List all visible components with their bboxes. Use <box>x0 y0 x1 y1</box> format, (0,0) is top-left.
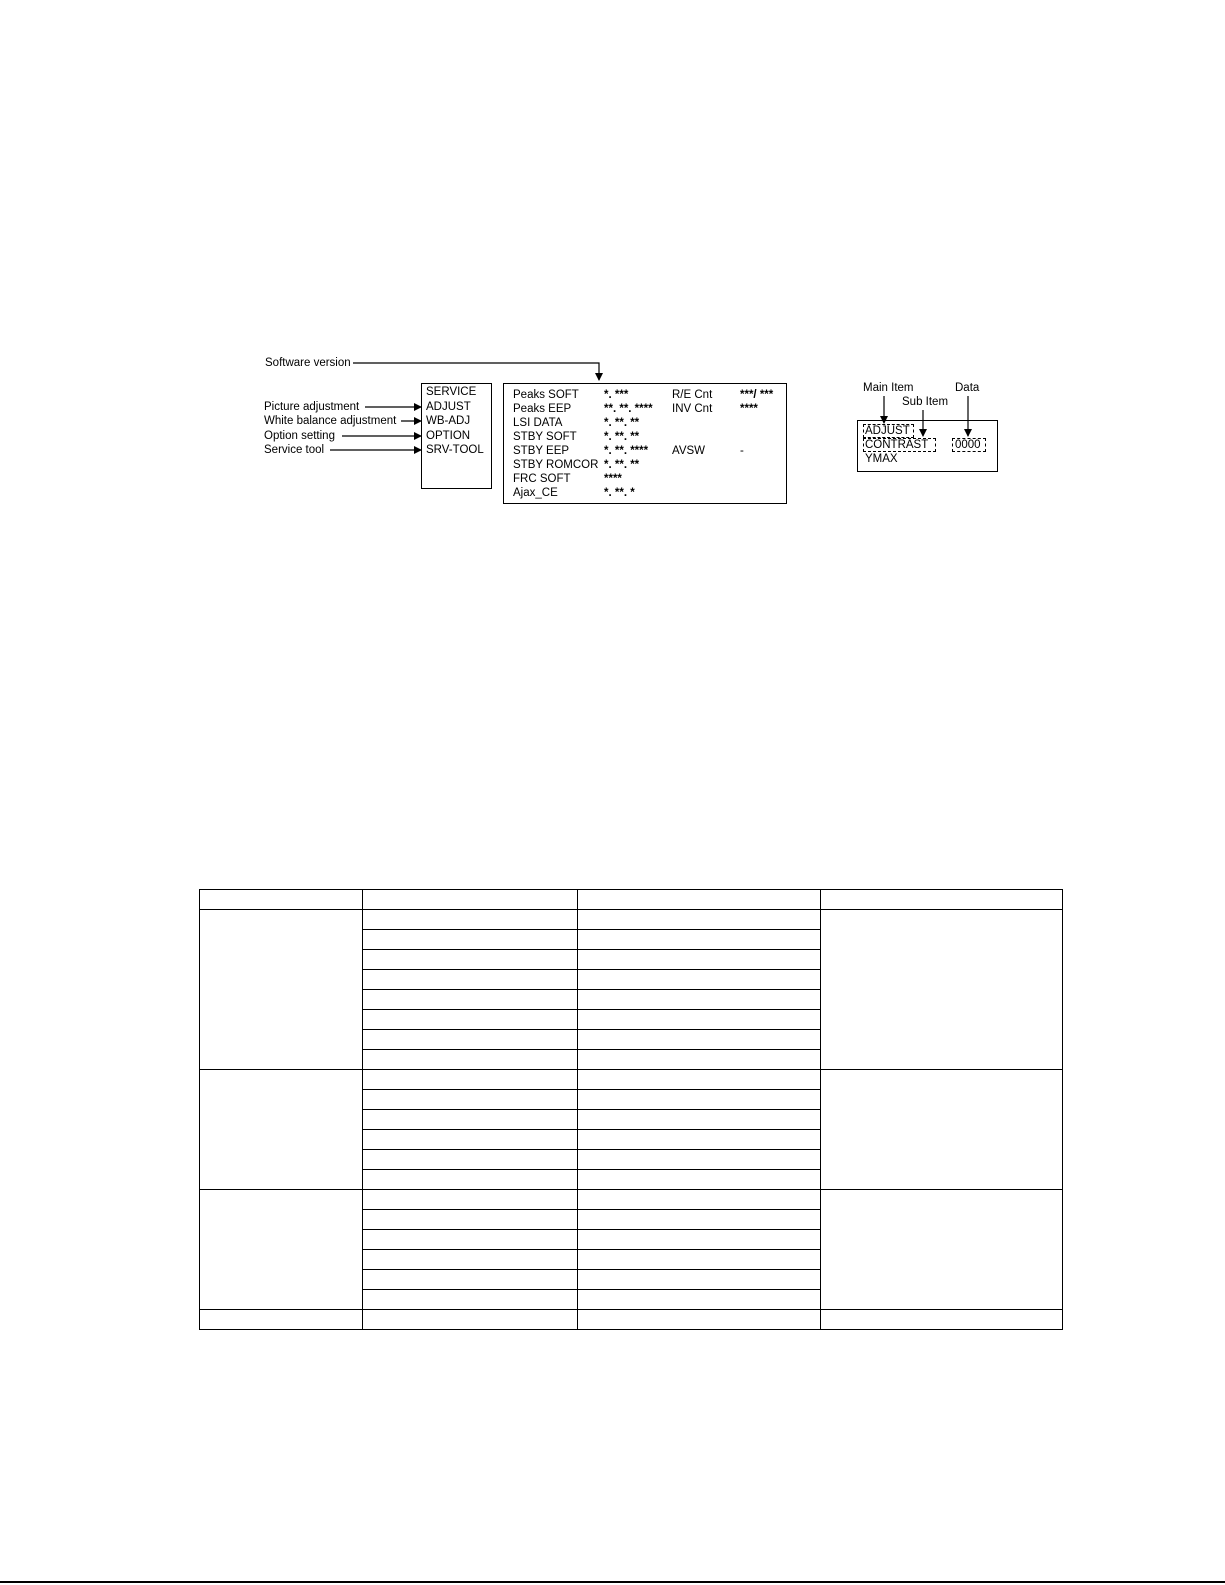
table-cell <box>578 930 821 950</box>
menu-item-adjust: ADJUST <box>426 401 471 413</box>
service-tool-label: Service tool <box>264 444 325 456</box>
menu-item-option: OPTION <box>426 430 471 442</box>
row-label-frc-soft: FRC SOFT <box>513 473 571 485</box>
table-cell <box>363 1150 578 1170</box>
table-group-remark-cell <box>821 910 1063 1070</box>
table-cell <box>578 1050 821 1070</box>
table-cell <box>578 1150 821 1170</box>
row-label-stby-romcor: STBY ROMCOR <box>513 459 599 471</box>
sub-item-caption: Sub Item <box>902 396 949 408</box>
extra-value-avsw: - <box>740 445 744 457</box>
table-cell <box>363 910 578 930</box>
menu-item-srv-tool: SRV-TOOL <box>426 444 484 456</box>
table-cell <box>200 1310 363 1330</box>
table-cell <box>578 1010 821 1030</box>
table-cell <box>363 1130 578 1150</box>
screen-data-value: 0000 <box>955 439 981 451</box>
row-value-ajax-ce: *. **. * <box>604 487 635 499</box>
row-label-stby-eep: STBY EEP <box>513 445 570 457</box>
table-cell <box>578 970 821 990</box>
table-cell <box>578 1130 821 1150</box>
table-cell <box>578 1210 821 1230</box>
service-menu-box <box>421 383 492 489</box>
table-cell <box>578 990 821 1010</box>
table-cell <box>363 1170 578 1190</box>
table-cell <box>578 1270 821 1290</box>
table-group-remark-cell <box>821 1070 1063 1190</box>
table-cell <box>363 1070 578 1090</box>
table-cell <box>363 930 578 950</box>
table-cell <box>363 1250 578 1270</box>
row-label-stby-soft: STBY SOFT <box>513 431 577 443</box>
table-header-row <box>200 890 1063 910</box>
table-cell <box>363 1050 578 1070</box>
table-cell <box>578 1090 821 1110</box>
table-header-cell <box>821 890 1063 910</box>
option-setting-label: Option setting <box>264 430 335 442</box>
table-cell <box>363 1210 578 1230</box>
extra-value-inv-cnt: **** <box>740 403 758 415</box>
main-item-caption: Main Item <box>863 382 914 394</box>
row-value-peaks-soft: *. *** <box>604 389 629 401</box>
extra-label-inv-cnt: INV Cnt <box>672 403 713 415</box>
table-cell <box>578 1190 821 1210</box>
table-cell <box>578 1070 821 1090</box>
screen-next-item: YMAX <box>865 453 898 465</box>
row-value-stby-romcor: *. **. ** <box>604 459 640 471</box>
table-cell <box>578 1250 821 1270</box>
table-header-cell <box>200 890 363 910</box>
extra-value-re-cnt: ***/ *** <box>740 389 774 401</box>
table-cell <box>821 1310 1063 1330</box>
extra-label-avsw: AVSW <box>672 445 706 457</box>
table-cell <box>363 970 578 990</box>
row-value-stby-soft: *. **. ** <box>604 431 640 443</box>
version-info-box <box>503 383 787 504</box>
screen-example-box <box>857 420 998 472</box>
data-caption: Data <box>955 382 980 394</box>
row-value-lsi-data: *. **. ** <box>604 417 640 429</box>
table-cell <box>363 990 578 1010</box>
row-label-lsi-data: LSI DATA <box>513 417 563 429</box>
table-group-cell <box>200 1190 363 1310</box>
table-row <box>200 1070 1063 1090</box>
table-cell <box>363 1010 578 1030</box>
menu-item-service: SERVICE <box>426 386 477 398</box>
table-cell <box>363 1090 578 1110</box>
table-cell <box>363 950 578 970</box>
table-cell <box>578 1290 821 1310</box>
table-cell <box>363 1310 578 1330</box>
row-value-stby-eep: *. **. **** <box>604 445 649 457</box>
menu-item-wb-adj: WB-ADJ <box>426 415 471 427</box>
table-header-cell <box>578 890 821 910</box>
table-cell <box>363 1030 578 1050</box>
page-footer-rule <box>0 1581 1225 1583</box>
table-cell <box>578 1110 821 1130</box>
table-cell <box>363 1110 578 1130</box>
table-cell <box>578 1310 821 1330</box>
software-version-label: Software version <box>265 357 351 369</box>
row-label-ajax-ce: Ajax_CE <box>513 487 558 499</box>
screen-sub-item: CONTRAST <box>865 439 929 451</box>
table-cell <box>578 950 821 970</box>
table-cell <box>578 910 821 930</box>
picture-adjustment-label: Picture adjustment <box>264 401 360 413</box>
table-cell <box>363 1230 578 1250</box>
extra-label-re-cnt: R/E Cnt <box>672 389 713 401</box>
table-row <box>200 1190 1063 1210</box>
white-balance-label: White balance adjustment <box>264 415 397 427</box>
table-cell <box>578 1230 821 1250</box>
table-group-cell <box>200 910 363 1070</box>
table-cell <box>578 1030 821 1050</box>
table-group-remark-cell <box>821 1190 1063 1310</box>
table-cell <box>578 1170 821 1190</box>
service-mode-table <box>199 889 1063 1330</box>
screen-main-item: ADJUST <box>865 425 910 437</box>
row-value-peaks-eep: **. **. **** <box>604 403 653 415</box>
table-cell <box>363 1270 578 1290</box>
row-label-peaks-eep: Peaks EEP <box>513 403 572 415</box>
row-value-frc-soft: **** <box>604 473 622 485</box>
row-label-peaks-soft: Peaks SOFT <box>513 389 579 401</box>
table-cell <box>363 1290 578 1310</box>
table-header-cell <box>363 890 578 910</box>
table-row <box>200 1310 1063 1330</box>
table-group-cell <box>200 1070 363 1190</box>
software-version-arrow <box>353 363 599 380</box>
table-cell <box>363 1190 578 1210</box>
table-row <box>200 910 1063 930</box>
